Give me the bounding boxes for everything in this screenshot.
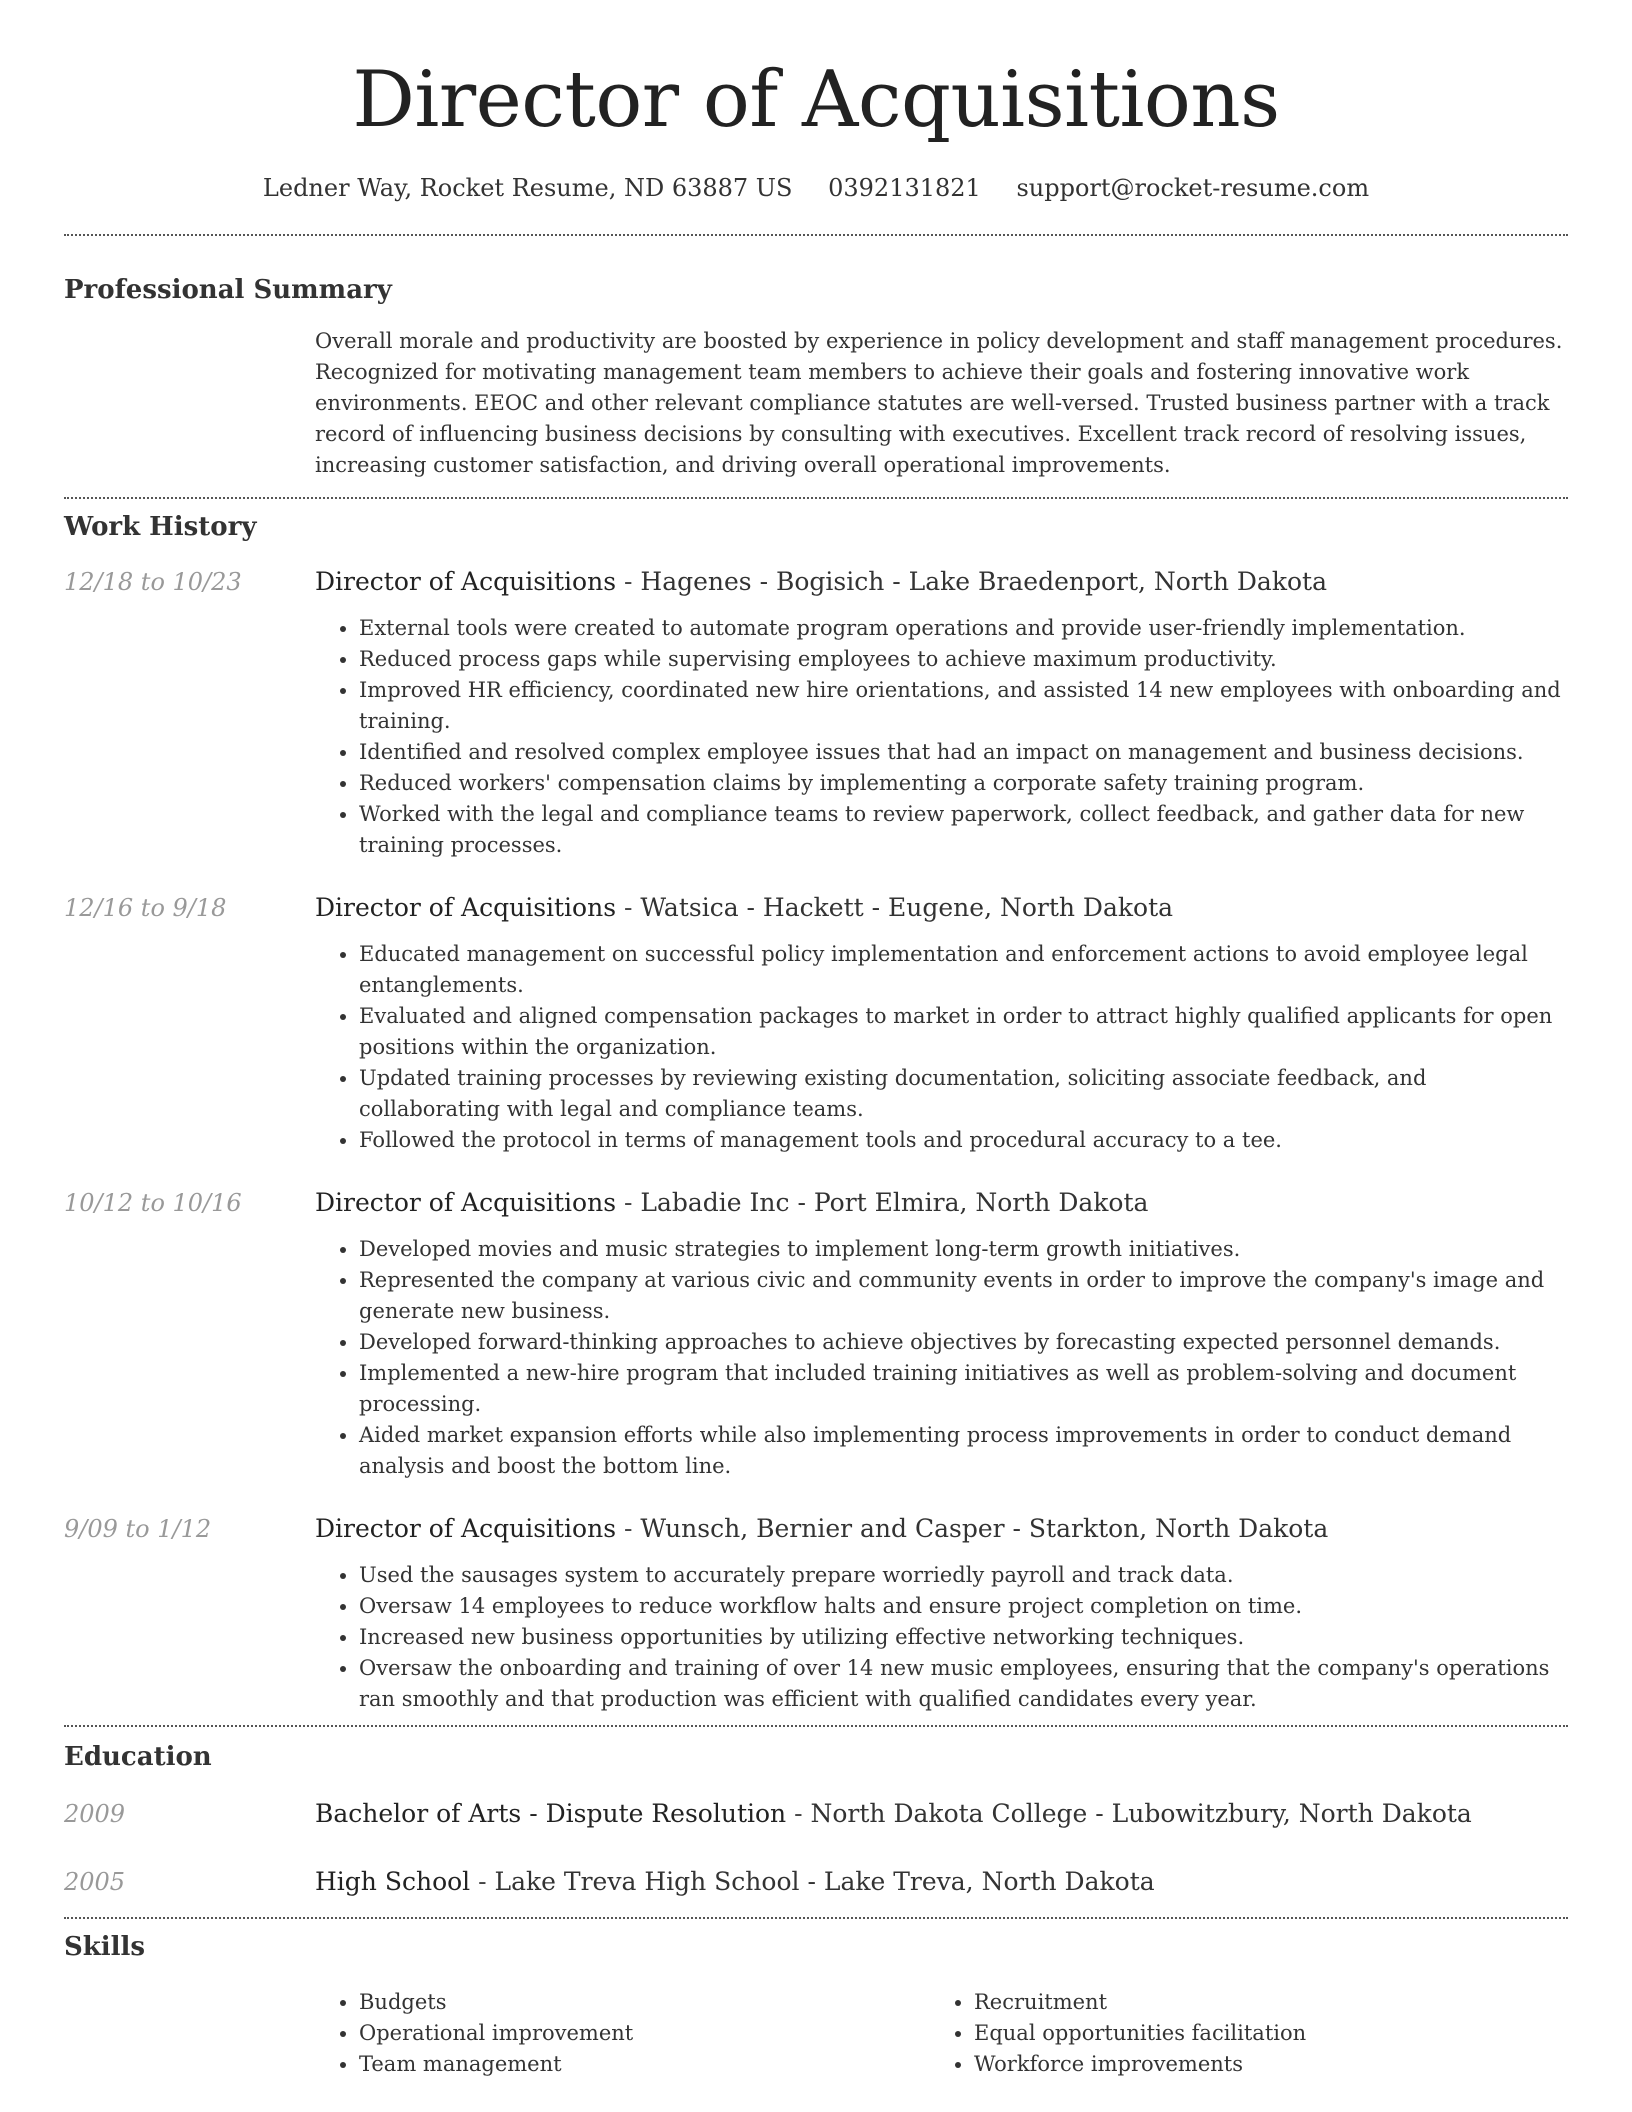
job-role: Director of Acquisitions — [315, 893, 617, 922]
list-item: • Team management — [359, 2049, 930, 2080]
list-item: • Oversaw 14 employees to reduce workflow halts and ensure project completion on time. — [359, 1591, 1568, 1622]
contact-email: support@rocket-resume.com — [1016, 174, 1370, 202]
education-title-line: High School - Lake Treva High School - Lake Treva, North Dakota — [315, 1867, 1155, 1896]
education-degree: Bachelor of Arts - Dispute Resolution — [315, 1799, 787, 1828]
job-company: Watsica - Hackett - Eugene, North Dakota — [640, 893, 1174, 922]
job-title-line: Director of Acquisitions - Labadie Inc - Port Elmira, North Dakota — [315, 1188, 1149, 1217]
job-title-line: Director of Acquisitions - Wunsch, Bernier and Casper - Starkton, North Dakota — [315, 1514, 1329, 1543]
list-item: • Educated management on successful policy implementation and enforcement actions to avoid employee legal entanglements. — [359, 939, 1568, 1001]
job-dates: 12/18 to 10/23 — [64, 568, 242, 596]
section-title-work-history: Work History — [64, 512, 257, 542]
list-item: • Implemented a new-hire program that included training initiatives as well as problem-solving and document processing. — [359, 1358, 1568, 1420]
summary-text: Overall morale and productivity are boosted by experience in policy development and staff management procedures. Recognized for motivating management team members to achieve their goals and fostering innovative work environments. EEOC and other relevant compliance statutes are well-versed. Trusted business partner with a track record of influencing business decisions by consulting with executives. Excellent track record of resolving issues, increasing customer satisfaction, and driving overall operational improvements. — [315, 329, 1563, 477]
list-item: • Operational improvement — [359, 2018, 930, 2049]
job-body — [315, 565, 1568, 861]
job-dates: 9/09 to 1/12 — [64, 1515, 212, 1543]
job-body — [315, 1186, 1568, 1482]
list-item: • External tools were created to automate program operations and provide user-friendly implementation. — [359, 613, 1568, 644]
education-body — [315, 1797, 1568, 1831]
job-bullet-list — [315, 1234, 1568, 1482]
education-year: 2005 — [64, 1868, 126, 1896]
work-history-section — [64, 509, 1568, 1715]
list-item: • Reduced process gaps while supervising employees to achieve maximum productivity. — [359, 644, 1568, 675]
job-bullet-list — [315, 613, 1568, 861]
job-role: Director of Acquisitions — [315, 567, 617, 596]
resume-header — [64, 0, 1568, 204]
list-item: • Identified and resolved complex employee issues that had an impact on management and business decisions. — [359, 737, 1568, 768]
education-entry — [64, 1865, 1568, 1899]
list-item: • Represented the company at various civic and community events in order to improve the company's image and generate new business. — [359, 1265, 1568, 1327]
list-item: • Updated training processes by reviewing existing documentation, soliciting associate feedback, and collaborating with legal and compliance teams. — [359, 1063, 1568, 1125]
list-item: • Used the sausages system to accurately prepare worriedly payroll and track data. — [359, 1560, 1568, 1591]
list-item: • Improved HR efficiency, coordinated new hire orientations, and assisted 14 new employees with onboarding and training. — [359, 675, 1568, 737]
education-body — [315, 1865, 1568, 1899]
skills-list — [315, 1987, 930, 2080]
job-body — [315, 891, 1568, 1156]
list-item: • Aided market expansion efforts while also implementing process improvements in order to conduct demand analysis and boost the bottom line. — [359, 1420, 1568, 1482]
list-item: • Budgets — [359, 1987, 930, 2018]
list-item: • Followed the protocol in terms of management tools and procedural accuracy to a tee. — [359, 1125, 1568, 1156]
candidate-name: Director of Acquisitions — [352, 55, 1280, 145]
summary-section — [64, 272, 1568, 481]
skills-grid — [315, 1987, 1568, 2080]
contact-line — [64, 172, 1568, 204]
section-divider — [64, 1917, 1568, 1919]
list-item: • Reduced workers' compensation claims by implementing a corporate safety training program. — [359, 768, 1568, 799]
skills-column-right — [930, 1987, 1545, 2080]
section-divider — [64, 234, 1568, 236]
section-title-skills: Skills — [64, 1932, 146, 1962]
list-item: • Developed movies and music strategies to implement long-term growth initiatives. — [359, 1234, 1568, 1265]
list-item: • Workforce improvements — [974, 2049, 1545, 2080]
section-divider — [64, 497, 1568, 499]
skills-list — [930, 1987, 1545, 2080]
job-entry — [64, 1186, 1568, 1482]
list-item: • Oversaw the onboarding and training of over 14 new music employees, ensuring that the company's operations ran smoothly and that production was efficient with qualified candidates every year. — [359, 1653, 1568, 1715]
list-item: • Developed forward-thinking approaches to achieve objectives by forecasting expected personnel demands. — [359, 1327, 1568, 1358]
education-school: North Dakota College - Lubowitzbury, North Dakota — [810, 1799, 1472, 1828]
section-divider — [64, 1725, 1568, 1727]
skills-column-left — [315, 1987, 930, 2080]
job-entry — [64, 1512, 1568, 1715]
job-role: Director of Acquisitions — [315, 1188, 617, 1217]
education-title-line: Bachelor of Arts - Dispute Resolution - North Dakota College - Lubowitzbury, North Dakota — [315, 1799, 1472, 1828]
job-bullet-list — [315, 939, 1568, 1156]
job-company: Wunsch, Bernier and Casper - Starkton, North Dakota — [640, 1514, 1329, 1543]
contact-address: Ledner Way, Rocket Resume, ND 63887 US — [262, 174, 793, 202]
education-year: 2009 — [64, 1800, 126, 1828]
list-item: • Evaluated and aligned compensation packages to market in order to attract highly qualified applicants for open positions within the organization. — [359, 1001, 1568, 1063]
list-item: • Equal opportunities facilitation — [974, 2018, 1545, 2049]
job-role: Director of Acquisitions — [315, 1514, 617, 1543]
job-entry — [64, 565, 1568, 861]
job-dates: 12/16 to 9/18 — [64, 894, 227, 922]
job-entry — [64, 891, 1568, 1156]
job-dates: 10/12 to 10/16 — [64, 1189, 242, 1217]
job-bullet-list — [315, 1560, 1568, 1715]
job-company: Labadie Inc - Port Elmira, North Dakota — [640, 1188, 1149, 1217]
job-body — [315, 1512, 1568, 1715]
section-title-education: Education — [64, 1742, 212, 1772]
list-item: • Worked with the legal and compliance teams to review paperwork, collect feedback, and gather data for new training processes. — [359, 799, 1568, 861]
education-entry — [64, 1797, 1568, 1831]
job-title-line: Director of Acquisitions - Hagenes - Bogisich - Lake Braedenport, North Dakota — [315, 567, 1327, 596]
skills-section — [64, 1929, 1568, 2080]
section-title-summary: Professional Summary — [64, 275, 392, 305]
job-title-line: Director of Acquisitions - Watsica - Hackett - Eugene, North Dakota — [315, 893, 1174, 922]
education-school: Lake Treva High School - Lake Treva, North Dakota — [494, 1867, 1155, 1896]
list-item: • Recruitment — [974, 1987, 1545, 2018]
job-company: Hagenes - Bogisich - Lake Braedenport, North Dakota — [640, 567, 1327, 596]
list-item: • Increased new business opportunities by utilizing effective networking techniques. — [359, 1622, 1568, 1653]
education-section — [64, 1739, 1568, 1899]
contact-phone: 0392131821 — [828, 174, 981, 202]
education-degree: High School — [315, 1867, 471, 1896]
